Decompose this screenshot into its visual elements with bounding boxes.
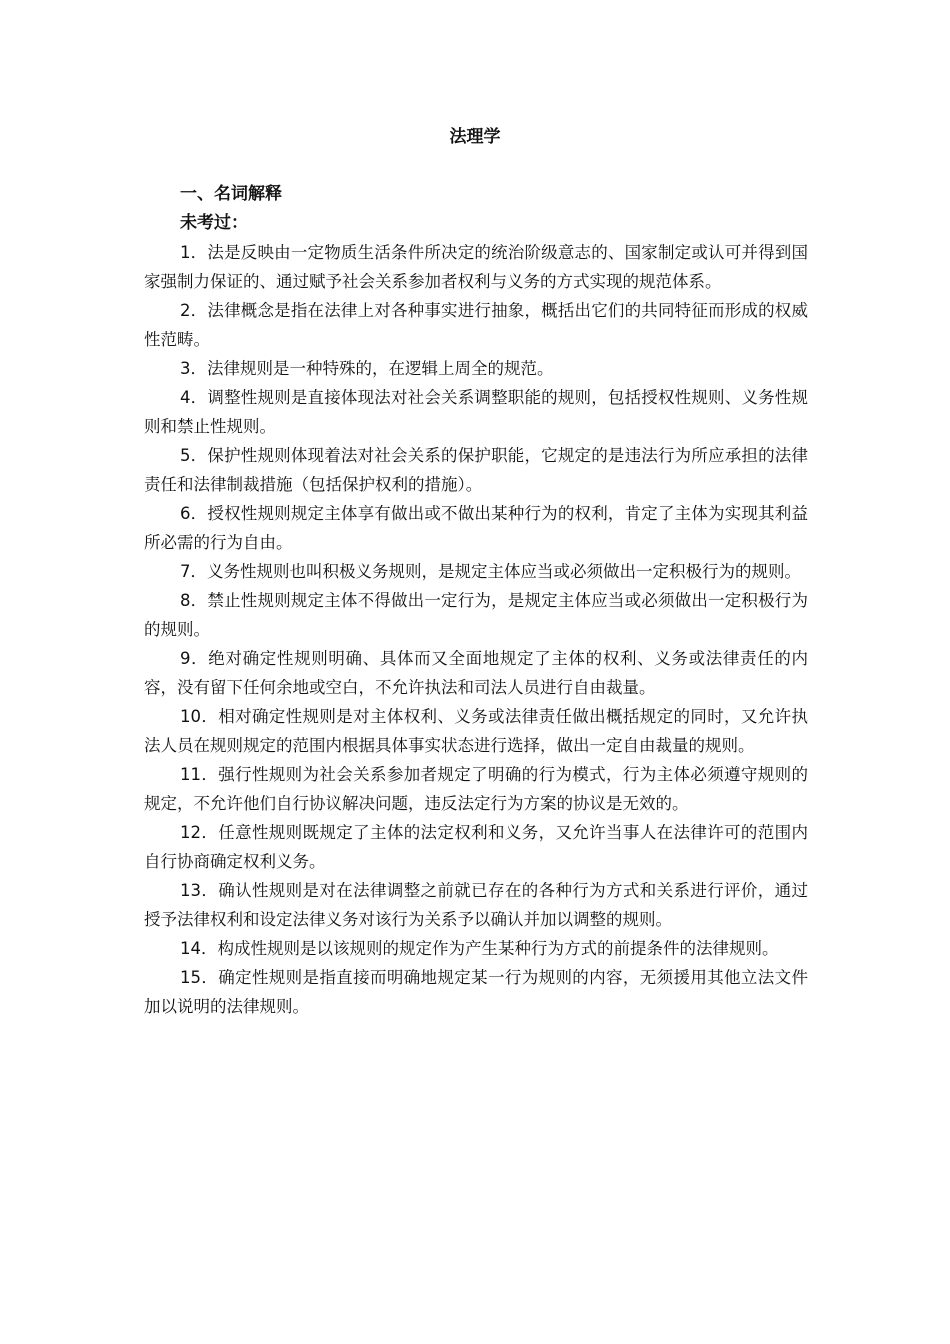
- definition-paragraph: 13．确认性规则是对在法律调整之前就已存在的各种行为方式和关系进行评价，通过授予法律权利和设定法律义务对该行为关系予以确认并加以调整的规则。: [144, 881, 808, 929]
- section-heading: 一、名词解释: [180, 184, 282, 204]
- definition-paragraph: 9．绝对确定性规则明确、具体而又全面地规定了主体的权利、义务或法律责任的内容，没有留下任何余地或空白，不允许执法和司法人员进行自由裁量。: [144, 649, 808, 697]
- document-title: 法理学: [449, 127, 501, 147]
- subheading: 未考过：: [180, 213, 248, 233]
- definition-paragraph: 6．授权性规则规定主体享有做出或不做出某种行为的权利，肯定了主体为实现其利益所必需的行为自由。: [144, 504, 808, 552]
- definition-paragraph: 7．义务性规则也叫积极义务规则，是规定主体应当或必须做出一定积极行为的规则。: [180, 562, 801, 581]
- definition-paragraph: 14．构成性规则是以该规则的规定作为产生某种行为方式的前提条件的法律规则。: [180, 939, 779, 958]
- definition-paragraph: 12．任意性规则既规定了主体的法定权利和义务，又允许当事人在法律许可的范围内自行协商确定权利义务。: [144, 823, 808, 871]
- definition-paragraph: 2．法律概念是指在法律上对各种事实进行抽象，概括出它们的共同特征而形成的权威性范畴。: [144, 301, 808, 349]
- definition-paragraph: 11．强行性规则为社会关系参加者规定了明确的行为模式，行为主体必须遵守规则的规定，不允许他们自行协议解决问题，违反法定行为方案的协议是无效的。: [144, 765, 808, 813]
- document-body: [144, 180, 808, 1021]
- definition-paragraph: 8．禁止性规则规定主体不得做出一定行为，是规定主体应当或必须做出一定积极行为的规则。: [144, 591, 808, 639]
- definition-paragraph: 10．相对确定性规则是对主体权利、义务或法律责任做出概括规定的同时，又允许执法人员在规则规定的范围内根据具体事实状态进行选择，做出一定自由裁量的规则。: [144, 707, 808, 755]
- definition-paragraph: 5．保护性规则体现着法对社会关系的保护职能，它规定的是违法行为所应承担的法律责任和法律制裁措施（包括保护权利的措施）。: [144, 446, 808, 494]
- definition-paragraph: 1．法是反映由一定物质生活条件所决定的统治阶级意志的、国家制定或认可并得到国家强制力保证的、通过赋予社会关系参加者权利与义务的方式实现的规范体系。: [144, 243, 808, 291]
- definition-paragraph: 15．确定性规则是指直接而明确地规定某一行为规则的内容，无须援用其他立法文件加以说明的法律规则。: [144, 968, 808, 1016]
- definition-paragraph: 3．法律规则是一种特殊的，在逻辑上周全的规范。: [180, 359, 554, 378]
- definition-paragraph: 4．调整性规则是直接体现法对社会关系调整职能的规则，包括授权性规则、义务性规则和禁止性规则。: [144, 388, 808, 436]
